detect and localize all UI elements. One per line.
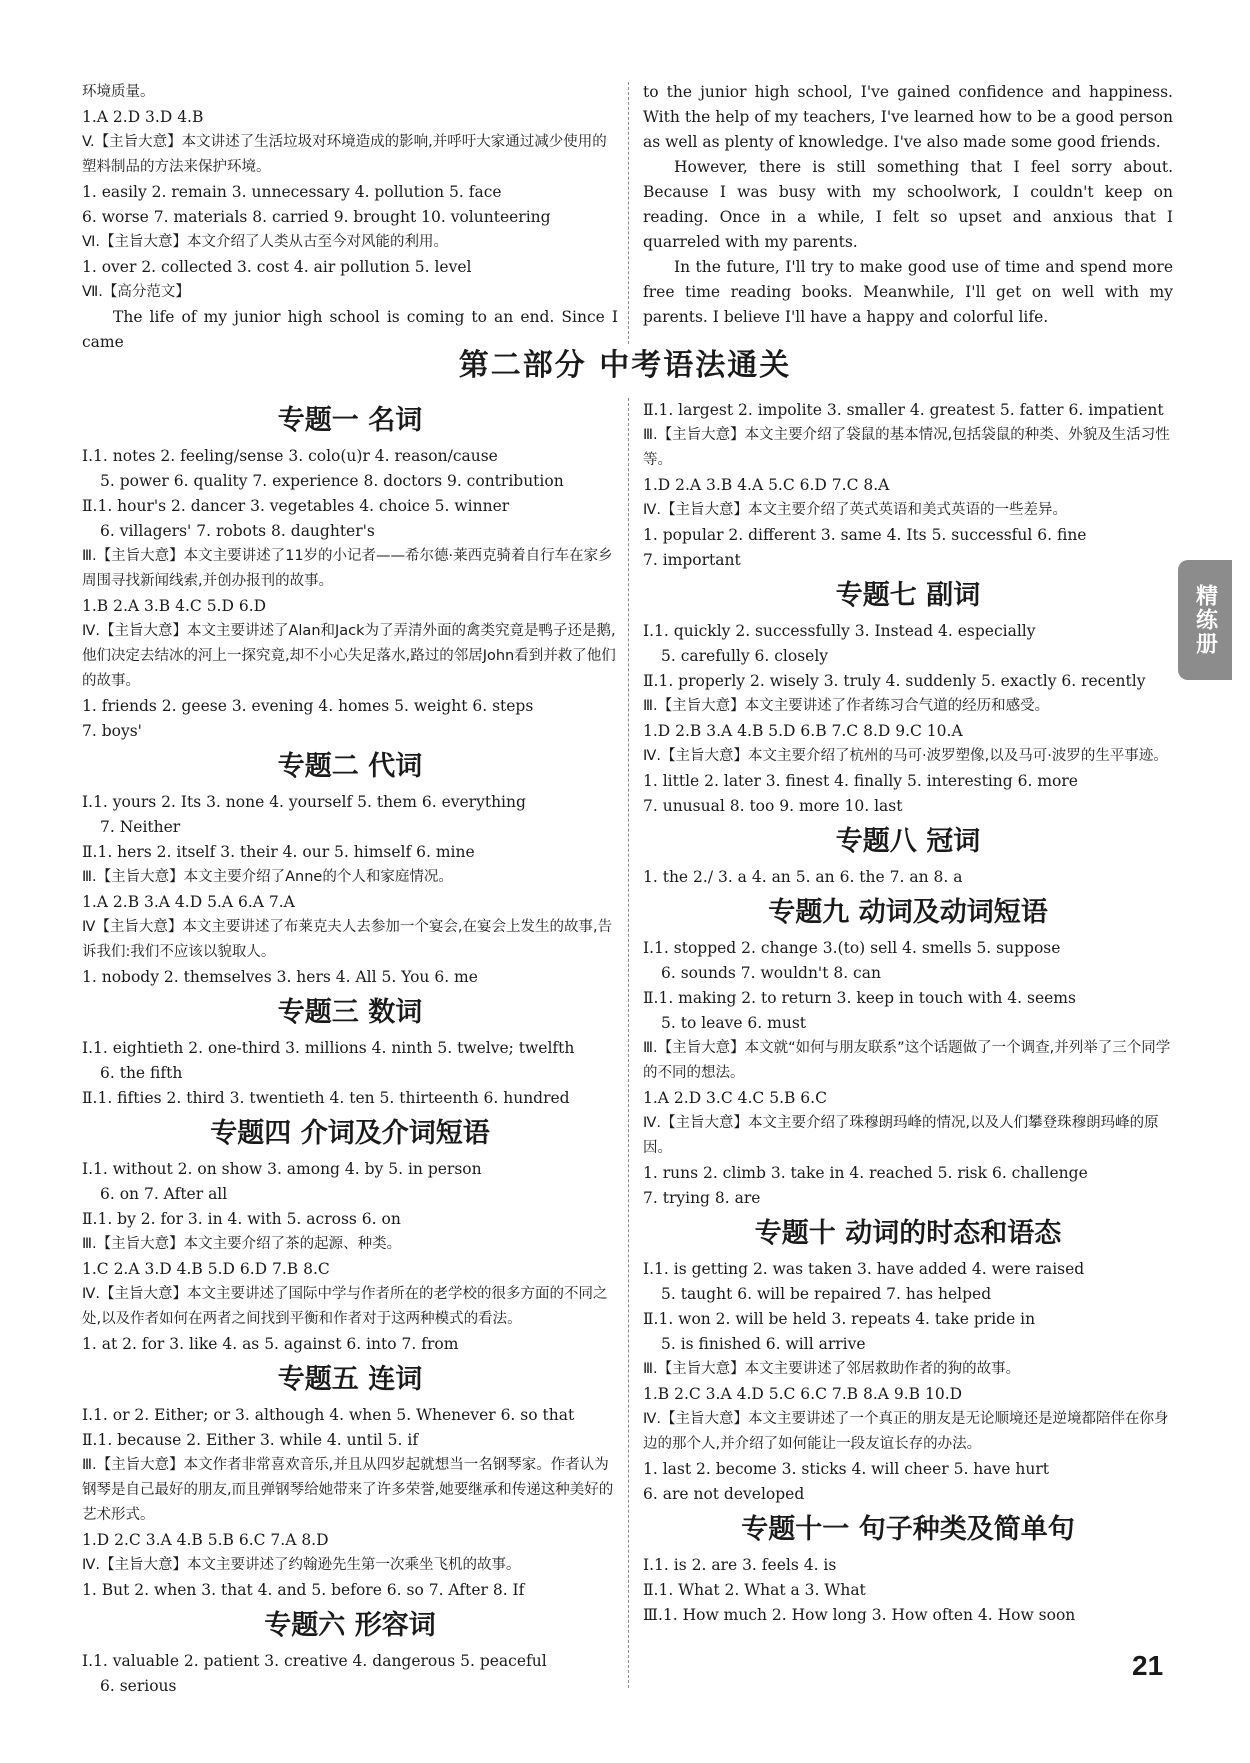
answer-line: Ⅱ.1. fifties 2. third 3. twentieth 4. ten 5. thirteenth 6. hundred	[82, 1089, 570, 1107]
answer-line: 1. easily 2. remain 3. unnecessary 4. pollution 5. face	[82, 183, 502, 201]
page-number: 21	[1132, 1650, 1164, 1681]
answer-line: 5. power 6. quality 7. experience 8. doctors 9. contribution	[100, 472, 564, 490]
answer-line: 6. worse 7. materials 8. carried 9. brought 10. volunteering	[82, 208, 551, 226]
answer-line: Ⅲ.1. How much 2. How long 3. How often 4. How soon	[643, 1606, 1076, 1624]
answer-line: 1.B 2.C 3.A 4.D 5.C 6.C 7.B 8.A 9.B 10.D	[643, 1385, 963, 1403]
answer-line: Ⅰ.1. notes 2. feeling/sense 3. colo(u)r 4. reason/cause	[82, 447, 498, 465]
answer-line: Ⅵ.【主旨大意】本文介绍了人类从古至今对风能的利用。	[82, 234, 448, 250]
answer-line: Ⅳ.【主旨大意】本文主要讲述了一个真正的朋友是无论顺境还是逆境都陪伴在你身边的那个人,并介绍了如何能让一段友谊长存的办法。	[643, 1411, 1169, 1452]
topic-heading: 专题一 名词	[277, 405, 423, 436]
essay-paragraph: However, there is still something that I feel sorry about. Because I was busy with my schoolwork, I couldn't keep on reading. Once in a while, I felt so upset and anxious that I quarreled with my parents.	[643, 158, 1173, 251]
answer-line: Ⅱ.1. properly 2. wisely 3. truly 4. suddenly 5. exactly 6. recently	[643, 672, 1146, 690]
answer-line: 1.D 2.A 3.B 4.A 5.C 6.D 7.C 8.A	[643, 476, 890, 494]
answer-line: Ⅲ.【主旨大意】本文作者非常喜欢音乐,并且从四岁起就想当一名钢琴家。作者认为钢琴是自己最好的朋友,而且弹钢琴给她带来了许多荣誉,她要继承和传递这种美好的艺术形式。	[82, 1457, 614, 1523]
topic-heading: 专题四 介词及介词短语	[210, 1118, 490, 1149]
answer-line: Ⅳ.【主旨大意】本文主要讲述了约翰逊先生第一次乘坐飞机的故事。	[82, 1557, 521, 1573]
column-divider	[628, 82, 629, 344]
answer-line: 7. important	[643, 551, 741, 569]
answer-line: Ⅰ.1. is getting 2. was taken 3. have added 4. were raised	[643, 1260, 1085, 1278]
answer-line: 6. sounds 7. wouldn't 8. can	[661, 964, 881, 982]
answer-line: 1. But 2. when 3. that 4. and 5. before 6. so 7. After 8. If	[82, 1581, 525, 1599]
answer-line: Ⅰ.1. yours 2. Its 3. none 4. yourself 5. them 6. everything	[82, 793, 526, 811]
topic-heading: 专题五 连词	[277, 1364, 423, 1395]
answer-line: Ⅳ.【主旨大意】本文主要介绍了英式英语和美式英语的一些差异。	[643, 502, 1067, 518]
topic-heading: 专题十 动词的时态和语态	[754, 1218, 1062, 1249]
answer-line: 6. on 7. After all	[100, 1185, 228, 1203]
essay-paragraph: The life of my junior high school is coming to an end. Since I came	[82, 308, 618, 351]
topic-heading: 专题三 数词	[277, 997, 423, 1028]
answer-line: Ⅲ.【主旨大意】本文主要讲述了作者练习合气道的经历和感受。	[643, 698, 1050, 714]
answer-line: 5. is finished 6. will arrive	[661, 1335, 866, 1353]
answer-line: 1.B 2.A 3.B 4.C 5.D 6.D	[82, 597, 267, 615]
answer-line: Ⅰ.1. or 2. Either; or 3. although 4. when 5. Whenever 6. so that	[82, 1406, 575, 1424]
answer-line: Ⅱ.1. by 2. for 3. in 4. with 5. across 6. on	[82, 1210, 401, 1228]
answer-line: Ⅱ.1. hers 2. itself 3. their 4. our 5. himself 6. mine	[82, 843, 475, 861]
answer-line: Ⅳ.【主旨大意】本文主要讲述了Alan和Jack为了弄清外面的禽类究竟是鸭子还是鹅,他们决定去结冰的河上一探究竟,却不小心失足落水,路过的邻居John看到并救了他们的故事。	[82, 623, 616, 689]
answer-line: Ⅳ【主旨大意】本文主要讲述了布莱克夫人去参加一个宴会,在宴会上发生的故事,告诉我们:我们不应该以貌取人。	[82, 919, 613, 960]
answer-line: 6. villagers' 7. robots 8. daughter's	[100, 522, 375, 540]
answer-line: Ⅲ.【主旨大意】本文就“如何与朋友联系”这个话题做了一个调查,并列举了三个同学的不同的想法。	[643, 1040, 1171, 1081]
answer-line: 1. runs 2. climb 3. take in 4. reached 5. risk 6. challenge	[643, 1164, 1088, 1182]
answer-line: Ⅳ.【主旨大意】本文主要介绍了杭州的马可·波罗塑像,以及马可·波罗的生平事迹。	[643, 748, 1168, 764]
answer-line: 5. carefully 6. closely	[661, 647, 829, 665]
answer-line: Ⅰ.1. eightieth 2. one-third 3. millions 4. ninth 5. twelve; twelfth	[82, 1039, 575, 1057]
answer-line: 1.A 2.B 3.A 4.D 5.A 6.A 7.A	[82, 893, 295, 911]
answer-line: Ⅱ.1. making 2. to return 3. keep in touch with 4. seems	[643, 989, 1076, 1007]
answer-line: Ⅲ.【主旨大意】本文主要讲述了11岁的小记者——希尔德·莱西克骑着自行车在家乡周围寻找新闻线索,并创办报刊的故事。	[82, 548, 613, 589]
answer-line: 1. little 2. later 3. finest 4. finally 5. interesting 6. more	[643, 772, 1078, 790]
answer-line: Ⅰ.1. without 2. on show 3. among 4. by 5. in person	[82, 1160, 482, 1178]
answer-line: Ⅱ.1. What 2. What a 3. What	[643, 1581, 866, 1599]
part-title: 第二部分 中考语法通关	[458, 348, 792, 383]
answer-line: Ⅱ.1. won 2. will be held 3. repeats 4. take pride in	[643, 1310, 1036, 1328]
answer-line: 6. the fifth	[100, 1064, 183, 1082]
answer-line: 6. serious	[100, 1677, 177, 1695]
left-column	[82, 398, 618, 1699]
column-divider	[628, 398, 629, 1688]
answer-line: Ⅱ.1. because 2. Either 3. while 4. until 5. if	[82, 1431, 419, 1449]
right-column	[643, 398, 1173, 1628]
answer-line: Ⅰ.1. quickly 2. successfully 3. Instead 4. especially	[643, 622, 1036, 640]
answer-line: Ⅱ.1. hour's 2. dancer 3. vegetables 4. choice 5. winner	[82, 497, 510, 515]
answer-line: 1.A 2.D 3.D 4.B	[82, 108, 204, 126]
section-tab: 精练册	[1178, 560, 1232, 680]
answer-line: 5. to leave 6. must	[661, 1014, 807, 1032]
answer-line: 6. are not developed	[643, 1485, 805, 1503]
answer-line: 7. trying 8. are	[643, 1189, 761, 1207]
answer-line: Ⅰ.1. stopped 2. change 3.(to) sell 4. smells 5. suppose	[643, 939, 1061, 957]
answer-line: Ⅳ.【主旨大意】本文主要介绍了珠穆朗玛峰的情况,以及人们攀登珠穆朗玛峰的原因。	[643, 1115, 1159, 1156]
answer-line: Ⅰ.1. is 2. are 3. feels 4. is	[643, 1556, 837, 1574]
topic-heading: 专题六 形容词	[264, 1610, 436, 1641]
answer-line: Ⅲ.【主旨大意】本文主要介绍了茶的起源、种类。	[82, 1236, 402, 1252]
topic-heading: 专题七 副词	[835, 580, 981, 611]
answer-line: 1. the 2./ 3. a 4. an 5. an 6. the 7. an 8. a	[643, 868, 963, 886]
essay-paragraph: In the future, I'll try to make good use of time and spend more free time reading books. Meanwhile, I'll get on well with my parents. I believe I'll have a happy and colorful life.	[643, 258, 1173, 326]
top-right-column	[643, 80, 1173, 330]
answer-line: 7. boys'	[82, 722, 142, 740]
essay-paragraph: to the junior high school, I've gained confidence and happiness. With the help of my teachers, I've learned how to be a good person as well as plenty of knowledge. I've also made some good friends.	[643, 83, 1173, 151]
answer-line: 7. Neither	[100, 818, 181, 836]
topic-heading: 专题九 动词及动词短语	[768, 897, 1048, 928]
topic-heading: 专题十一 句子种类及简单句	[741, 1514, 1075, 1545]
answer-line: 1.C 2.A 3.D 4.B 5.D 6.D 7.B 8.C	[82, 1260, 330, 1278]
answer-line: Ⅱ.1. largest 2. impolite 3. smaller 4. greatest 5. fatter 6. impatient	[643, 401, 1164, 419]
topic-heading: 专题二 代词	[277, 751, 423, 782]
answer-line: Ⅲ.【主旨大意】本文主要介绍了Anne的个人和家庭情况。	[82, 869, 453, 885]
answer-line: 1. friends 2. geese 3. evening 4. homes 5. weight 6. steps	[82, 697, 534, 715]
answer-line: 1.D 2.B 3.A 4.B 5.D 6.B 7.C 8.D 9.C 10.A	[643, 722, 963, 740]
answer-line: 1. nobody 2. themselves 3. hers 4. All 5. You 6. me	[82, 968, 478, 986]
answer-line: 1. popular 2. different 3. same 4. Its 5. successful 6. fine	[643, 526, 1087, 544]
answer-line: 5. taught 6. will be repaired 7. has helped	[661, 1285, 992, 1303]
answer-line: Ⅲ.【主旨大意】本文主要讲述了邻居救助作者的狗的故事。	[643, 1361, 1021, 1377]
answer-line: 1. last 2. become 3. sticks 4. will cheer 5. have hurt	[643, 1460, 1049, 1478]
answer-line: 7. unusual 8. too 9. more 10. last	[643, 797, 903, 815]
answer-line: 1.D 2.C 3.A 4.B 5.B 6.C 7.A 8.D	[82, 1531, 329, 1549]
top-left-column	[82, 80, 618, 355]
answer-line: Ⅶ.【高分范文】	[82, 284, 190, 300]
answer-line: Ⅰ.1. valuable 2. patient 3. creative 4. dangerous 5. peaceful	[82, 1652, 547, 1670]
topic-heading: 专题八 冠词	[835, 826, 981, 857]
answer-line: 1. at 2. for 3. like 4. as 5. against 6. into 7. from	[82, 1335, 459, 1353]
answer-line: 1. over 2. collected 3. cost 4. air pollution 5. level	[82, 258, 472, 276]
answer-line: 环境质量。	[82, 84, 155, 100]
answer-line: Ⅲ.【主旨大意】本文主要介绍了袋鼠的基本情况,包括袋鼠的种类、外貌及生活习性等。	[643, 427, 1170, 468]
answer-line: Ⅳ.【主旨大意】本文主要讲述了国际中学与作者所在的老学校的很多方面的不同之处,以及作者如何在两者之间找到平衡和作者对于这两种模式的看法。	[82, 1286, 608, 1327]
answer-line: V.【主旨大意】本文讲述了生活垃圾对环境造成的影响,并呼吁大家通过减少使用的塑料制品的方法来保护环境。	[82, 134, 607, 175]
answer-line: 1.A 2.D 3.C 4.C 5.B 6.C	[643, 1089, 827, 1107]
